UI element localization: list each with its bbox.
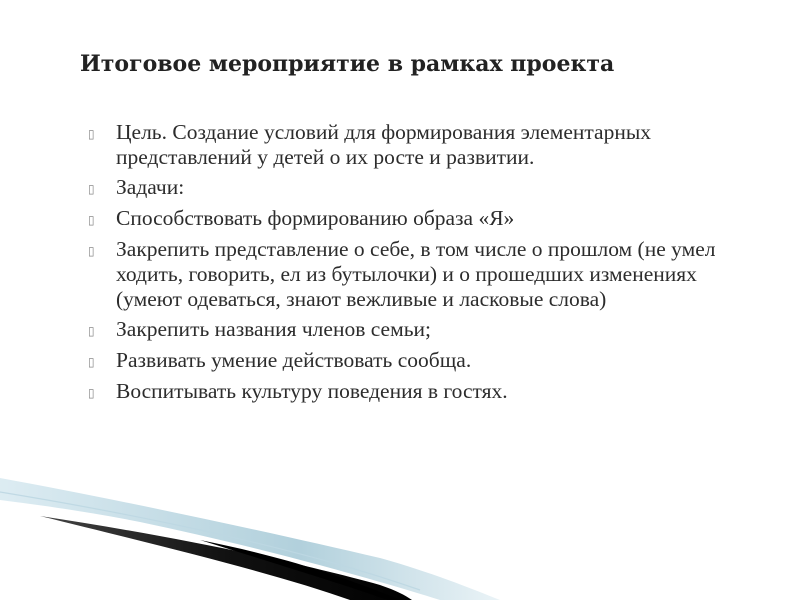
- bullet-text: Воспитывать культуру поведения в гостях.: [116, 379, 508, 403]
- bullet-text: Закрепить названия членов семьи;: [116, 317, 431, 341]
- dark-ribbon-band: [40, 516, 412, 600]
- bullet-text: Способствовать формированию образа «Я»: [116, 206, 515, 230]
- list-item: [88, 348, 728, 374]
- light-ribbon-band: [0, 478, 500, 600]
- light-ribbon-line: [0, 492, 420, 590]
- dark-ribbon-tail: [200, 540, 400, 600]
- list-item: [88, 317, 728, 343]
- hollow-square-bullet-icon: ▯: [88, 213, 95, 227]
- hollow-square-bullet-icon: ▯: [88, 386, 95, 400]
- list-item: [88, 206, 728, 232]
- hollow-square-bullet-icon: ▯: [88, 355, 95, 369]
- list-item: [88, 120, 728, 170]
- hollow-square-bullet-icon: ▯: [88, 127, 95, 141]
- list-item: [88, 175, 728, 201]
- hollow-square-bullet-icon: ▯: [88, 244, 95, 258]
- bullet-text: Закрепить представление о себе, в том числе о прошлом (не умел ходить, говорить, ел из бутылочки) и о прошедших изменениях (умеют одеваться, знают вежливые и ласковые слова): [116, 237, 716, 311]
- bullet-text: Задачи:: [116, 175, 185, 199]
- slide-title: Итоговое мероприятие в рамках проекта: [80, 51, 615, 77]
- bullet-list: [88, 120, 728, 410]
- hollow-square-bullet-icon: ▯: [88, 324, 95, 338]
- list-item: [88, 237, 728, 312]
- bullet-text: Развивать умение действовать сообща.: [116, 348, 472, 372]
- hollow-square-bullet-icon: ▯: [88, 182, 95, 196]
- list-item: [88, 379, 728, 405]
- bullet-text: Цель. Создание условий для формирования элементарных представлений у детей о их росте и развитии.: [116, 120, 652, 169]
